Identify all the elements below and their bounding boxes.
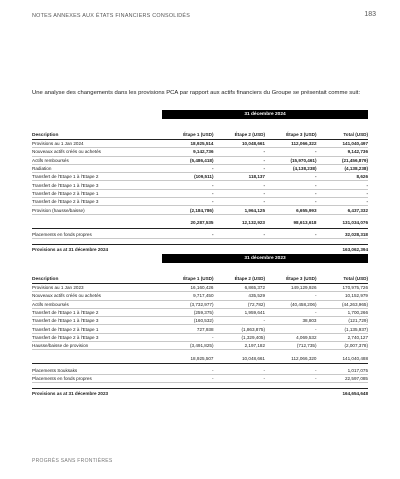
- col-total-header: Total (USD): [343, 132, 368, 138]
- row-label: Transfert de l'Etape 2 à l'Etape 1: [32, 190, 99, 196]
- cell: -: [263, 318, 265, 324]
- table-row: [32, 366, 368, 374]
- cell: -: [263, 190, 265, 196]
- total-row: [32, 388, 368, 399]
- cell: 141,040,497: [342, 141, 368, 147]
- cell: 112,066,320: [291, 355, 317, 361]
- row-label: Transfert de l'Etape 2 à l'Etape 3: [32, 334, 99, 340]
- provisions-table-2024: [32, 110, 368, 255]
- cell: 10,048,661: [242, 141, 265, 147]
- table-period-band: 31 décembre 2023: [162, 254, 368, 263]
- cell: 141,040,488: [342, 355, 368, 361]
- cell: 22,597,085: [345, 375, 368, 381]
- cell: (712,735): [296, 343, 317, 349]
- cell: (21,456,879): [341, 157, 368, 163]
- cell: 6,437,332: [347, 207, 368, 213]
- table-row: [32, 292, 368, 300]
- row-label: Actifs remboursés: [32, 301, 69, 307]
- total-label: Provisions as at 31 décembre 2024: [32, 247, 109, 253]
- cell: 1,964,125: [244, 207, 265, 213]
- table-row: [32, 342, 368, 350]
- cell: 98,613,618: [293, 220, 317, 226]
- row-label: Provisions au 1 Jan 2024: [32, 141, 84, 147]
- row-label: Actifs remboursés: [32, 157, 69, 163]
- table-row: [32, 309, 368, 317]
- cell: 18,925,514: [190, 141, 214, 147]
- row-label: Placements Souksaks: [32, 367, 78, 373]
- cell: -: [263, 375, 265, 381]
- row-label: Transfert de l'Etape 1 à l'Etape 3: [32, 182, 99, 188]
- table-row: [32, 165, 368, 173]
- cell: 435,529: [248, 293, 265, 299]
- col-etape3-header: Étape 3 (USD): [286, 276, 317, 282]
- cell: 131,034,076: [342, 220, 368, 226]
- cell: -: [314, 326, 317, 332]
- cell: (1,863,875): [241, 326, 265, 332]
- table-row: [32, 181, 368, 189]
- table-column-header: [32, 119, 368, 140]
- cell: 2,740,127: [347, 334, 368, 340]
- cell: (4,138,238): [293, 166, 317, 172]
- table-row: [32, 301, 368, 309]
- row-label: Transfert de l'Etape 1 à l'Etape 2: [32, 310, 99, 316]
- cell: 9,717,450: [193, 293, 214, 299]
- cell: (3,491,825): [190, 343, 214, 349]
- col-total-header: Total (USD): [343, 276, 368, 282]
- total-value: 163,062,394: [342, 247, 368, 253]
- cell: (1,329,405): [241, 334, 265, 340]
- cell: 6,865,372: [244, 285, 265, 291]
- cell: 6,655,993: [296, 207, 317, 213]
- cell: (259,375): [193, 310, 214, 316]
- cell: -: [211, 199, 214, 205]
- cell: (15,970,461): [290, 157, 317, 163]
- description-header: Description: [32, 277, 59, 282]
- cell: -: [263, 367, 265, 373]
- running-header-title: NOTES ANNEXES AUX ÉTATS FINANCIERS CONSOLIDÉS: [32, 13, 191, 19]
- cell: -: [314, 293, 317, 299]
- cell: 20,287,535: [190, 220, 214, 226]
- cell: -: [211, 367, 214, 373]
- cell: 16,160,426: [190, 285, 214, 291]
- table-column-header: [32, 263, 368, 284]
- cell: 727,938: [196, 326, 214, 332]
- cell: 9,142,736: [347, 149, 368, 155]
- cell: 2,197,182: [244, 343, 265, 349]
- cell: -: [211, 190, 214, 196]
- cell: (2,007,378): [344, 343, 368, 349]
- cell: 1,700,266: [347, 310, 368, 316]
- cell: -: [314, 375, 317, 381]
- col-etape1-header: Étape 1 (USD): [183, 132, 214, 138]
- cell: -: [263, 157, 265, 163]
- cell: -: [263, 199, 265, 205]
- row-label: Transfert de l'Etape 2 à l'Etape 1: [32, 326, 99, 332]
- col-etape2-header: Étape 2 (USD): [234, 276, 265, 282]
- cell: -: [211, 166, 214, 172]
- page-number: 183: [364, 11, 376, 18]
- table-period-band: 31 décembre 2024: [162, 110, 368, 119]
- row-label: Transfert de l'Etape 2 à l'Etape 3: [32, 199, 99, 205]
- cell: (1,135,937): [344, 326, 368, 332]
- table-row: [32, 231, 368, 239]
- row-label: Provision (hausse/baisse): [32, 207, 85, 213]
- row-label: Hausse/baisse de provision: [32, 343, 89, 349]
- table-row: [32, 206, 368, 214]
- cell: -: [263, 231, 265, 237]
- table-row: [32, 325, 368, 333]
- cell: 8,626: [356, 174, 368, 180]
- page-footer: PROGRÈS SANS FRONTIÈRES: [32, 458, 113, 464]
- cell: (5,486,418): [190, 157, 214, 163]
- cell: -: [314, 199, 317, 205]
- intro-paragraph: Une analyse des changements dans les provisions PCA par rapport aux actifs financiers du Groupe se présentait comme suit:: [32, 90, 361, 96]
- cell: -: [211, 375, 214, 381]
- cell: -: [366, 182, 368, 188]
- row-label: Placements en fonds propres: [32, 375, 92, 381]
- cell: (72,782): [247, 301, 265, 307]
- row-label: Placements en fonds propres: [32, 231, 92, 237]
- cell: 1,017,075: [347, 367, 368, 373]
- cell: -: [314, 182, 317, 188]
- row-label: Transfert de l'Etape 1 à l'Etape 2: [32, 174, 99, 180]
- cell: (3,732,977): [190, 301, 214, 307]
- cell: 118,137: [248, 174, 265, 180]
- cell: -: [314, 310, 317, 316]
- table-row: [32, 157, 368, 165]
- cell: -: [314, 231, 317, 237]
- cell: (109,511): [194, 174, 214, 180]
- row-label: Transfert de l'Etape 1 à l'Etape 3: [32, 318, 99, 324]
- table-row: [32, 148, 368, 156]
- cell: (4,138,238): [344, 166, 368, 172]
- cell: -: [211, 182, 214, 188]
- cell: 149,129,926: [290, 285, 317, 291]
- col-etape3-header: Étape 3 (USD): [286, 132, 317, 138]
- col-etape1-header: Étape 1 (USD): [183, 276, 214, 282]
- table-row: [32, 284, 368, 292]
- subtotal-row: [32, 353, 368, 364]
- cell: 10,048,661: [242, 355, 265, 361]
- total-label: Provisions as at 31 décembre 2023: [32, 391, 109, 397]
- col-etape2-header: Étape 2 (USD): [234, 132, 265, 138]
- table-row: [32, 190, 368, 198]
- table-row: [32, 198, 368, 206]
- table-row: [32, 375, 368, 383]
- cell: 38,803: [302, 318, 317, 324]
- cell: 12,132,923: [242, 220, 265, 226]
- cell: -: [314, 174, 317, 180]
- cell: -: [211, 231, 214, 237]
- cell: 1,959,641: [244, 310, 265, 316]
- cell: (2,184,786): [190, 207, 214, 213]
- cell: -: [366, 199, 368, 205]
- cell: 112,066,322: [291, 141, 317, 147]
- table-row: [32, 140, 368, 148]
- total-value: 164,654,648: [342, 391, 368, 397]
- table-row: [32, 173, 368, 181]
- cell: -: [263, 182, 265, 188]
- cell: 4,069,532: [296, 334, 317, 340]
- row-label: Nouveaux actifs créés ou achetés: [32, 293, 101, 299]
- cell: -: [314, 149, 317, 155]
- table-row: [32, 317, 368, 325]
- cell: 32,028,318: [345, 231, 368, 237]
- cell: (160,532): [193, 318, 214, 324]
- cell: 9,142,736: [193, 149, 214, 155]
- cell: -: [211, 334, 214, 340]
- row-label: Nouveaux actifs créés ou achetés: [32, 149, 101, 155]
- cell: 18,925,507: [190, 355, 214, 361]
- row-label: Provisions au 1 Jan 2023: [32, 285, 84, 291]
- cell: -: [263, 149, 265, 155]
- cell: -: [314, 190, 317, 196]
- subtotal-row: [32, 218, 368, 229]
- table-row: [32, 334, 368, 342]
- provisions-table-2023: [32, 254, 368, 399]
- cell: 10,152,979: [345, 293, 368, 299]
- table-body: [32, 284, 368, 399]
- row-label: Radiation: [32, 166, 52, 172]
- description-header: Description: [32, 133, 59, 138]
- cell: (121,729): [348, 318, 368, 324]
- cell: (40,458,206): [290, 301, 317, 307]
- cell: 170,975,726: [342, 285, 368, 291]
- cell: -: [314, 367, 317, 373]
- cell: -: [263, 166, 265, 172]
- cell: -: [366, 190, 368, 196]
- table-body: [32, 140, 368, 255]
- cell: (44,263,965): [341, 301, 368, 307]
